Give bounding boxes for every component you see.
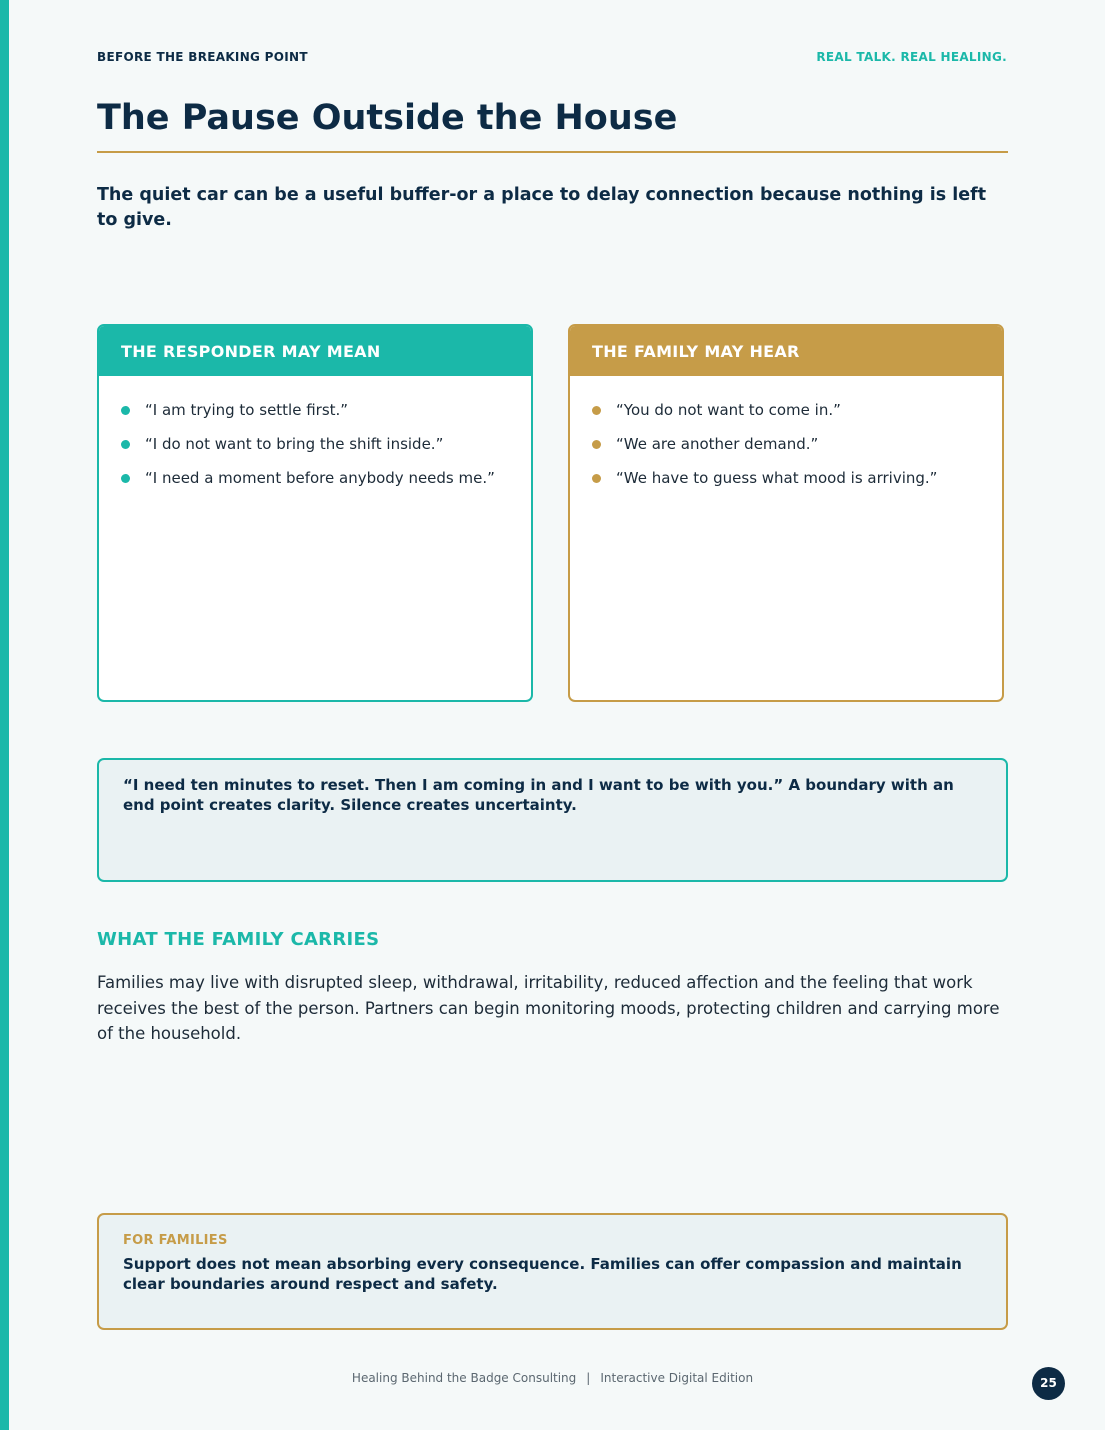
list-item-text: “We have to guess what mood is arriving.” [616, 469, 938, 487]
accent-side-bar [0, 0, 9, 1430]
page-subtitle: The quiet car can be a useful buffer-or a place to delay connection because nothing is left to give. [97, 185, 987, 230]
bullet-dot-icon [121, 440, 130, 449]
responder-list [99, 376, 531, 502]
running-header-right: REAL TALK. REAL HEALING. [816, 50, 1007, 64]
title-divider [97, 151, 1008, 153]
page-footer [0, 1371, 1105, 1385]
bullet-dot-icon [592, 474, 601, 483]
bullet-dot-icon [592, 406, 601, 415]
list-item [592, 468, 1002, 502]
list-item-text: “You do not want to come in.” [616, 401, 841, 419]
running-header-left: BEFORE THE BREAKING POINT [97, 50, 308, 64]
list-item [592, 400, 1002, 434]
callout-text: Support does not mean absorbing every consequence. Families can offer compassion and maintain clear boundaries around respect and safety. [123, 1255, 962, 1293]
list-item-text: “I do not want to bring the shift inside.” [145, 435, 444, 453]
responder-card-heading: THE RESPONDER MAY MEAN [99, 326, 531, 376]
list-item [121, 468, 531, 502]
footer-separator: | [586, 1371, 591, 1385]
list-item-text: “We are another demand.” [616, 435, 819, 453]
list-item [121, 400, 531, 434]
list-item [592, 434, 1002, 468]
page-title: The Pause Outside the House [97, 98, 678, 138]
callout-label: FOR FAMILIES [123, 1233, 228, 1248]
bullet-dot-icon [121, 406, 130, 415]
bullet-dot-icon [592, 440, 601, 449]
quote-callout [97, 758, 1008, 882]
section-heading: WHAT THE FAMILY CARRIES [97, 929, 380, 950]
family-list [570, 376, 1002, 502]
page-number-badge: 25 [1032, 1367, 1065, 1400]
list-item-text: “I need a moment before anybody needs me.” [145, 469, 495, 487]
list-item [121, 434, 531, 468]
list-item-text: “I am trying to settle first.” [145, 401, 349, 419]
family-card [568, 324, 1004, 702]
quote-text: “I need ten minutes to reset. Then I am coming in and I want to be with you.” A boundary with an end point creates clarity. Silence creates uncertainty. [123, 776, 954, 814]
section-body: Families may live with disrupted sleep, withdrawal, irritability, reduced affection and the feeling that work receives the best of the person. Partners can begin monitoring moods, protecting children and carrying more of the household. [97, 973, 1000, 1043]
footer-edition: Interactive Digital Edition [600, 1371, 754, 1385]
family-card-heading: THE FAMILY MAY HEAR [570, 326, 1002, 376]
footer-publisher: Healing Behind the Badge Consulting [351, 1371, 577, 1385]
for-families-callout [97, 1213, 1008, 1330]
responder-card [97, 324, 533, 702]
bullet-dot-icon [121, 474, 130, 483]
